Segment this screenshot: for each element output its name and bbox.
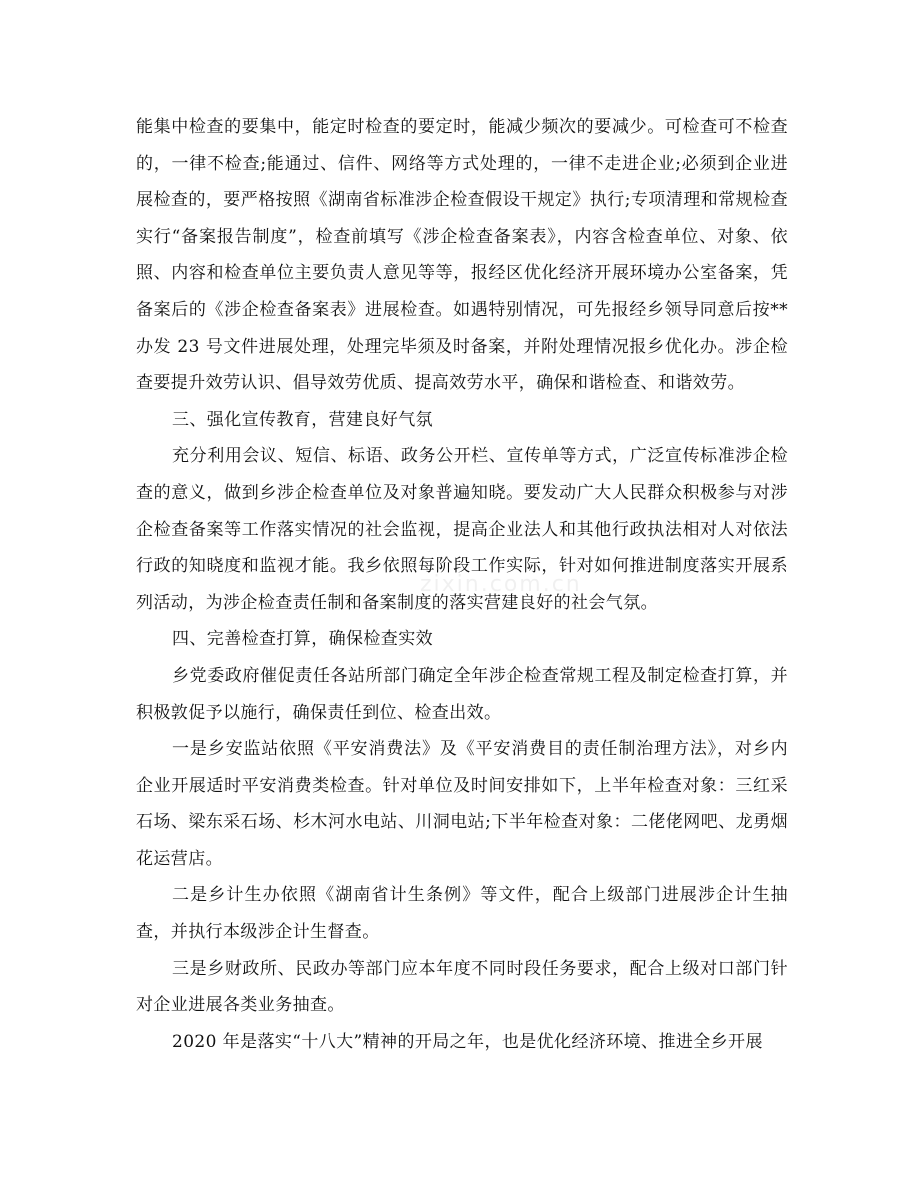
section-heading-inspection-plan: 四、完善检查打算，确保检查实效: [172, 629, 433, 650]
document-body: [136, 109, 788, 1060]
watermark-text: zixin.com.cn: [420, 572, 582, 597]
section-heading-publicity: 三、强化宣传教育，营建良好气氛: [172, 409, 433, 430]
paragraph-plan-intro: 乡党委政府催促责任各站所部门确定全年涉企检查常规工程及制定检查打算，并积极敦促予以施行，确保责任到位、检查出效。: [136, 665, 788, 723]
paragraph-family-planning: 二是乡计生办依照《湖南省计生条例》等文件，配合上级部门进展涉企计生抽查，并执行本级涉企计生督查。: [136, 885, 788, 943]
paragraph-inspection-rules: 能集中检查的要集中，能定时检查的要定时，能减少频次的要减少。可检查可不检查的，一律不检查;能通过、信件、网络等方式处理的，一律不走进企业;必须到企业进展检查的，要严格按照《湖南省标准涉企检查假设干规定》执行;专项清理和常规检查实行“备案报告制度”，检查前填写《涉企检查备案表》，内容含检查单位、对象、依照、内容和检查单位主要负责人意见等等，报经区优化经济开展环境办公室备案，凭备案后的《涉企检查备案表》进展检查。如遇特别情况，可先报经乡领导同意后按**办发 23 号文件进展处理，处理完毕须及时备案，并附处理情况报乡优化办。涉企检查要提升效劳认识、倡导效劳优质、提高效劳水平，确保和谐检查、和谐效劳。: [136, 117, 788, 394]
paragraph-safety-station: 一是乡安监站依照《平安消费法》及《平安消费目的责任制治理方法》，对乡内企业开展适时平安消费类检查。针对单位及时间安排如下，上半年检查对象：三红采石场、梁东采石场、杉木河水电站、川洞电站;下半年检查对象：二佬佬网吧、龙勇烟花运营店。: [136, 739, 788, 869]
paragraph-year-2020: 2020 年是落实“十八大”精神的开局之年，也是优化经济环境、推进全乡开展: [172, 1031, 763, 1052]
paragraph-publicity: 充分利用会议、短信、标语、政务公开栏、宣传单等方式，广泛宣传标准涉企检查的意义，做到乡涉企检查单位及对象普遍知晓。要发动广大人民群众积极参与对涉企检查备案等工作落实情况的社会监视，提高企业法人和其他行政执法相对人对依法行政的知晓度和监视才能。我乡依照每阶段工作实际，针对如何推进制度落实开展系列活动，为涉企检查责任制和备案制度的落实营建良好的社会气氛。: [136, 446, 788, 613]
paragraph-finance-office: 三是乡财政所、民政办等部门应本年度不同时段任务要求，配合上级对口部门针对企业进展各类业务抽查。: [136, 958, 788, 1016]
